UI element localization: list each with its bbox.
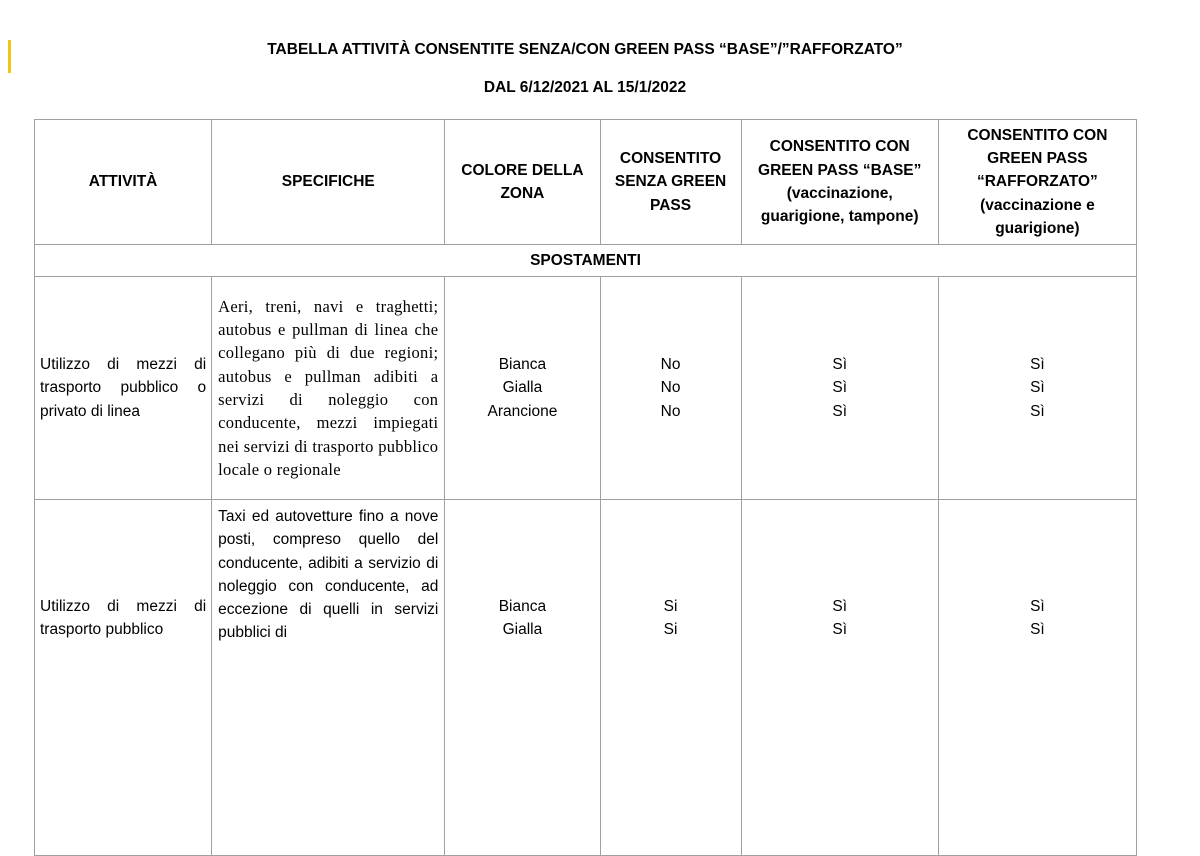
header-no-pass: CONSENTITO SENZA GREEN PASS bbox=[600, 120, 741, 245]
activity-cell: Utilizzo di mezzi di trasporto pubblico o privato di linea bbox=[35, 277, 212, 500]
no-pass-cell bbox=[600, 277, 741, 500]
activities-table bbox=[34, 119, 1137, 856]
value: Sì bbox=[1030, 402, 1045, 420]
header-zone: COLORE DELLA ZONA bbox=[445, 120, 600, 245]
value: Sì bbox=[1030, 379, 1045, 397]
rafforzato-pass-cell bbox=[938, 500, 1136, 856]
zone: Bianca bbox=[498, 598, 547, 615]
value: Si bbox=[663, 621, 678, 639]
value: Sì bbox=[1030, 598, 1045, 615]
value: Sì bbox=[832, 356, 848, 374]
header-rafforzato-pass: CONSENTITO CON GREEN PASS “RAFFORZATO” (vaccinazione e guarigione) bbox=[938, 120, 1136, 245]
header-spec: SPECIFICHE bbox=[212, 120, 445, 245]
value: Sì bbox=[832, 402, 848, 420]
zone: Arancione bbox=[487, 402, 558, 420]
zone-cell bbox=[445, 277, 600, 500]
base-pass-cell bbox=[741, 277, 938, 500]
spec-cell: Taxi ed autovetture fino a nove posti, compreso quello del conducente, adibiti a servizio di noleggio con conducente, ad eccezione di quelli in servizi pubblici di bbox=[212, 500, 445, 856]
no-pass-cell bbox=[600, 500, 741, 856]
section-spostamenti: SPOSTAMENTI bbox=[35, 245, 1137, 277]
rafforzato-pass-cell bbox=[938, 277, 1136, 500]
value: Sì bbox=[832, 621, 848, 639]
header-row bbox=[35, 120, 1137, 245]
value: Sì bbox=[832, 598, 848, 615]
table-row bbox=[35, 277, 1137, 500]
value: Sì bbox=[832, 379, 848, 397]
value: Sì bbox=[1030, 621, 1045, 639]
value: Si bbox=[663, 598, 678, 615]
spec-cell: Aeri, treni, navi e traghetti; autobus e pullman di linea che collegano più di due regioni; autobus e pullman adibiti a servizi di noleggio con conducente, mezzi impiegati nei servizi di trasporto pubblico locale o regionale bbox=[212, 277, 445, 500]
activity-cell: Utilizzo di mezzi di trasporto pubblico bbox=[35, 500, 212, 856]
zone: Bianca bbox=[498, 356, 547, 374]
zone-cell bbox=[445, 500, 600, 856]
value: Sì bbox=[1030, 356, 1045, 374]
table-row bbox=[35, 500, 1137, 856]
zone: Gialla bbox=[502, 379, 543, 397]
header-base-pass: CONSENTITO CON GREEN PASS “BASE” (vaccinazione, guarigione, tampone) bbox=[741, 120, 938, 245]
value: No bbox=[660, 402, 681, 420]
document-subtitle: DAL 6/12/2021 AL 15/1/2022 bbox=[483, 79, 687, 96]
header-activity: ATTIVITÀ bbox=[35, 120, 212, 245]
value: No bbox=[660, 379, 681, 397]
zone: Gialla bbox=[502, 621, 543, 639]
value: No bbox=[660, 356, 681, 374]
base-pass-cell bbox=[741, 500, 938, 856]
document-title: TABELLA ATTIVITÀ CONSENTITE SENZA/CON GREEN PASS “BASE”/”RAFFORZATO” bbox=[267, 41, 903, 58]
